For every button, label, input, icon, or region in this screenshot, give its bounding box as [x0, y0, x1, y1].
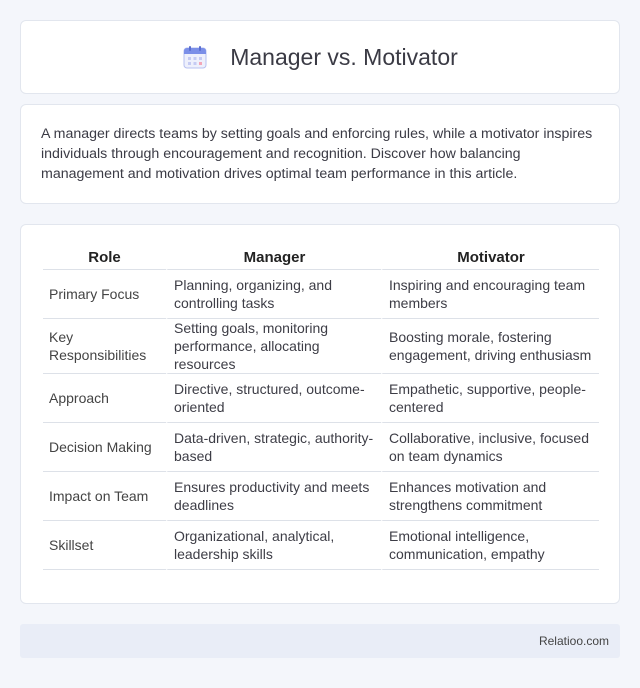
- manager-cell: Directive, structured, outcome-oriented: [166, 374, 381, 423]
- motivator-cell: Empathetic, supportive, people-centered: [381, 374, 599, 423]
- manager-cell: Planning, organizing, and controlling tasks: [166, 270, 381, 319]
- motivator-cell: Enhances motivation and strengthens commitment: [381, 472, 599, 521]
- table-header-row: [43, 245, 599, 270]
- table-row: [43, 374, 599, 423]
- manager-cell: Data-driven, strategic, authority-based: [166, 423, 381, 472]
- table-row: [43, 319, 599, 374]
- row-label: Decision Making: [43, 423, 166, 472]
- table-row: [43, 270, 599, 319]
- footer-site-name: Relatioo.com: [538, 634, 609, 648]
- title-card: [20, 20, 620, 94]
- table-row: [43, 423, 599, 472]
- motivator-cell: Emotional intelligence, communication, empathy: [381, 521, 599, 570]
- row-label: Key Responsibilities: [43, 319, 166, 374]
- manager-cell: Organizational, analytical, leadership skills: [166, 521, 381, 570]
- row-label: Primary Focus: [43, 270, 166, 319]
- header-manager: Manager: [166, 245, 381, 270]
- row-label: Impact on Team: [43, 472, 166, 521]
- manager-cell: Setting goals, monitoring performance, allocating resources: [166, 319, 381, 374]
- header-motivator: Motivator: [381, 245, 599, 270]
- manager-cell: Ensures productivity and meets deadlines: [166, 472, 381, 521]
- header-role: Role: [43, 245, 166, 270]
- row-label: Approach: [43, 374, 166, 423]
- table-row: [43, 521, 599, 570]
- motivator-cell: Collaborative, inclusive, focused on team dynamics: [381, 423, 599, 472]
- motivator-cell: Inspiring and encouraging team members: [381, 270, 599, 319]
- motivator-cell: Boosting morale, fostering engagement, driving enthusiasm: [381, 319, 599, 374]
- comparison-table: [43, 245, 599, 570]
- intro-text: A manager directs teams by setting goals and enforcing rules, while a motivator inspires individuals through encouragement and recognition. Discover how balancing management and motivation drives optimal team performance in this article.: [41, 126, 593, 182]
- title-wrap: [182, 44, 458, 71]
- row-label: Skillset: [43, 521, 166, 570]
- page-title: Manager vs. Motivator: [230, 43, 458, 70]
- intro-card: [20, 104, 620, 204]
- table-card: [20, 224, 620, 604]
- table-row: [43, 472, 599, 521]
- calendar-icon: [182, 44, 208, 70]
- footer: [20, 624, 620, 658]
